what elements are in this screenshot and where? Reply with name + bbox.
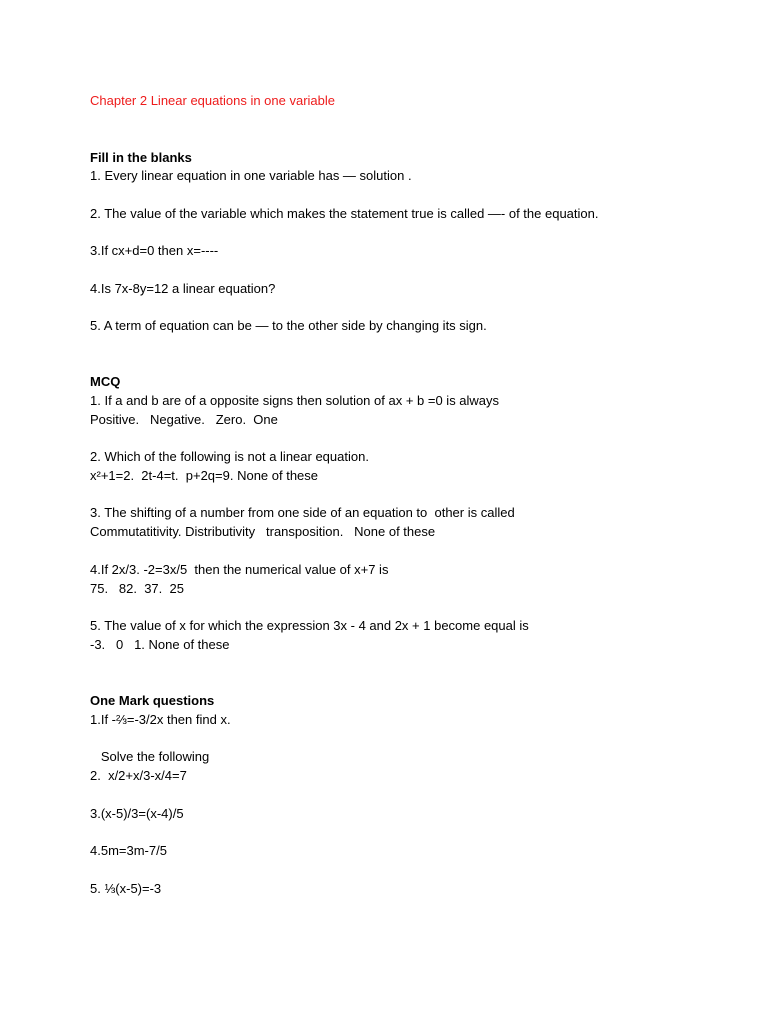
mcq-question-5: 5. The value of x for which the expression 3x - 4 and 2x + 1 become equal is <box>90 618 529 633</box>
mcq-question-1: 1. If a and b are of a opposite signs then solution of ax + b =0 is always <box>90 393 500 408</box>
one-mark-heading: One Mark questions <box>90 693 215 708</box>
fill-blank-question-5: 5. A term of equation can be — to the other side by changing its sign. <box>90 318 487 333</box>
mcq-question-3: 3. The shifting of a number from one side of an equation to other is called <box>90 505 515 520</box>
one-mark-question-1: 1.If -⅔=-3/2x then find x. <box>90 712 231 727</box>
fill-in-the-blanks-heading: Fill in the blanks <box>90 150 192 165</box>
mcq-question-5-options: -3. 0 1. None of these <box>90 637 230 652</box>
mcq-heading: MCQ <box>90 374 121 389</box>
mcq-question-4-options: 75. 82. 37. 25 <box>90 581 184 596</box>
one-mark-instruction: Solve the following <box>90 749 210 764</box>
one-mark-question-4: 4.5m=3m-7/5 <box>90 843 167 858</box>
fill-blank-question-2: 2. The value of the variable which makes the statement true is called —- of the equation. <box>90 206 599 221</box>
mcq-question-2: 2. Which of the following is not a linear equation. <box>90 449 369 464</box>
mcq-question-3-options: Commutatitivity. Distributivity transposition. None of these <box>90 524 436 539</box>
fill-blank-question-3: 3.If cx+d=0 then x=---- <box>90 243 219 258</box>
fill-blank-question-1: 1. Every linear equation in one variable has — solution . <box>90 168 412 183</box>
one-mark-question-3: 3.(x-5)/3=(x-4)/5 <box>90 806 184 821</box>
one-mark-question-5: 5. ⅓(x-5)=-3 <box>90 881 162 896</box>
mcq-question-4: 4.If 2x/3. -2=3x/5 then the numerical value of x+7 is <box>90 562 389 577</box>
mcq-question-2-options: x²+1=2. 2t-4=t. p+2q=9. None of these <box>90 468 319 483</box>
fill-blank-question-4: 4.Is 7x-8y=12 a linear equation? <box>90 281 276 296</box>
document-page <box>90 0 750 1024</box>
mcq-question-1-options: Positive. Negative. Zero. One <box>90 412 278 427</box>
one-mark-question-2: 2. x/2+x/3-x/4=7 <box>90 768 187 783</box>
chapter-title: Chapter 2 Linear equations in one variable <box>90 93 336 108</box>
